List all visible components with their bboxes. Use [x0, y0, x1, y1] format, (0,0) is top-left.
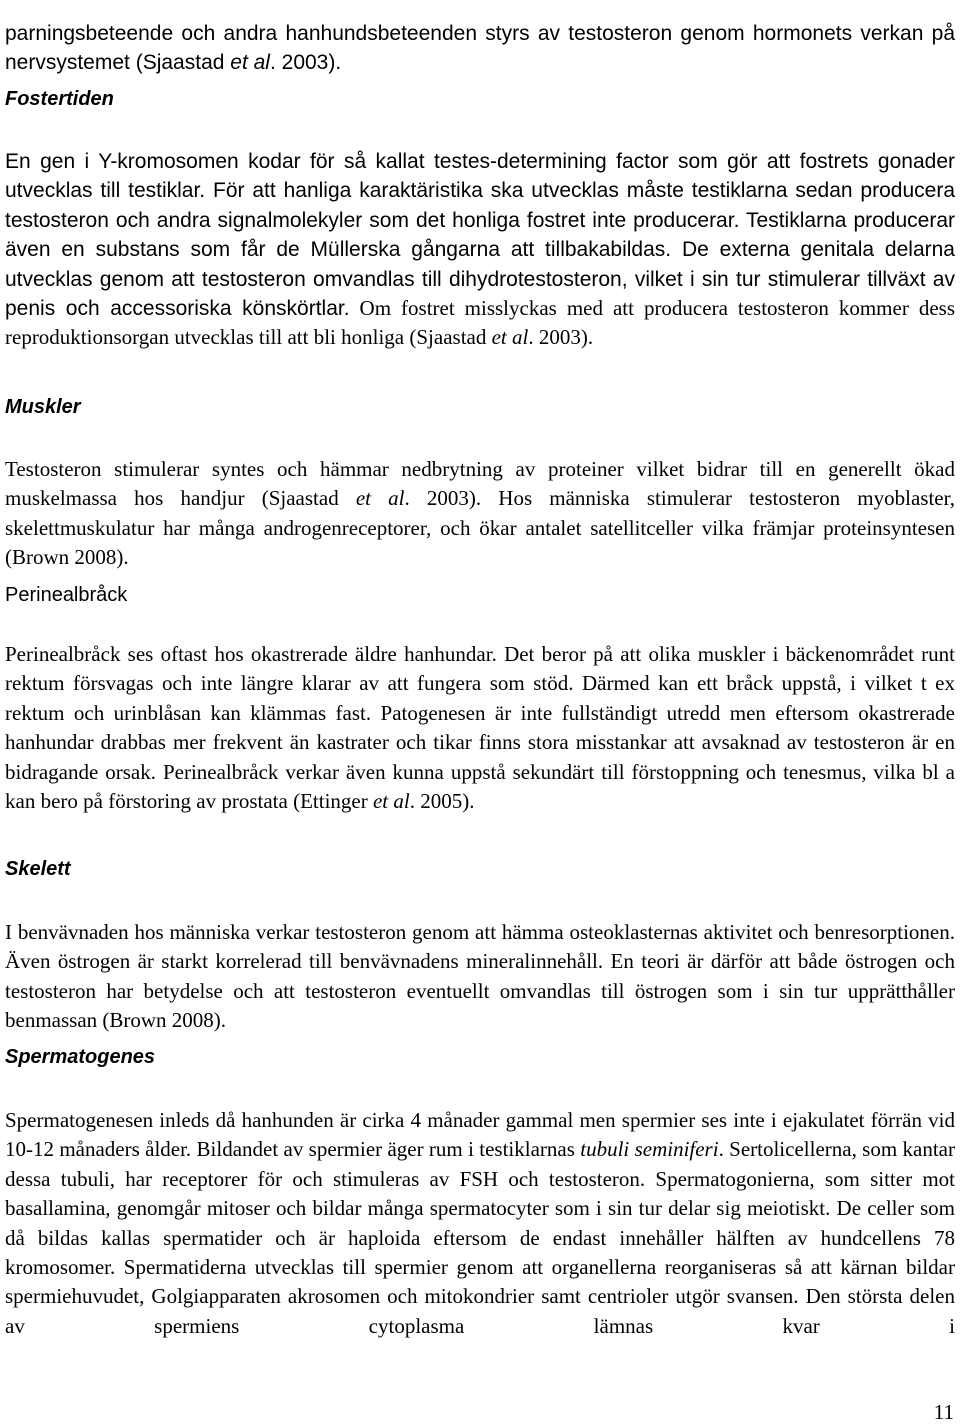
heading-fostertiden: Fostertiden [5, 88, 114, 110]
fostertiden-text-a: En gen i Y-kromosomen kodar för så kallat testes-determining factor som gör att fostrets gonader utvecklas till testiklar. [5, 150, 955, 203]
fostertiden-text-d: Om fostret misslyckas med att producera testosteron kommer dess reproduktionsorgan utvecklas till att bli honliga (Sjaastad [5, 296, 955, 350]
perinealbrack-text-end: . 2005). [409, 789, 475, 814]
perinealbrack-text-a: Perinealbråck ses oftast hos okastrerade äldre hanhundar. Det beror på att olika muskler i bäckenområdet runt rektum försvagas och inte längre klarar av att fungera som stöd. Därmed kan ett bråck uppstå, i vilket t ex rektum och urinblåsan kan klämmas fast. Patogenesen är inte fullständigt utredd men eftersom okastrerade hanhundar drabbas mer frekvent än kastrater och tikar finns stora misstankar att avsaknad av testosteron är en bidragande orsak. Perinealbråck verkar även kunna uppstå sekundärt till förstoppning och tenesmus, vilka bl a kan bero på förstoring av prostata (Ettinger [5, 642, 955, 814]
fostertiden-et-al: et al [491, 325, 529, 350]
skelett-text: I benvävnaden hos människa verkar testosteron genom att hämma osteoklasternas aktivitet och benresorptionen. Även östrogen är starkt korrelerad till benvävnadens mineralinnehåll. En teori är därför att både östrogen och testosteron har betydelse och att testosteron eventuellt omvandlas till östrogen som i sin tur upprätthåller benmassan (Brown 2008). [5, 920, 955, 1033]
muskler-text-a: Testosteron stimulerar syntes och hämmar nedbrytning av proteiner vilket bidrar till en generellt ökad muskelmassa hos handjur (Sjaastad [5, 457, 955, 511]
fostertiden-paragraph [5, 147, 955, 353]
intro-citation-end: . 2003). [269, 51, 342, 75]
fostertiden-text-b: För att hanliga karaktäristika ska utvecklas måste testiklarna sedan producera testosteron och andra signalmolekyler som det honliga fostret inte producerar. Testiklarna producerar även en substans som får de Müllerska gångarna att tillbakabildas. [5, 179, 955, 262]
heading-muskler: Muskler [5, 396, 81, 418]
muskler-paragraph [5, 455, 955, 573]
intro-paragraph [5, 19, 955, 78]
fostertiden-citation-end: . 2003). [528, 325, 594, 350]
muskler-text-end: . 2003). Hos människa stimulerar testosteron myoblaster, skelettmuskulatur har många androgenreceptorer, och ökar antalet satellitceller vilka främjar proteinsyntesen (Brown 2008). [5, 486, 956, 570]
fostertiden-text-c: De externa genitala delarna utvecklas genom att testosteron omvandlas till dihydrotestosteron, vilket i sin tur stimulerar tillväxt av penis och accessoriska könskörtlar. [5, 238, 955, 321]
heading-perinealbrack: Perinealbråck [5, 584, 128, 606]
perinealbrack-paragraph [5, 640, 955, 816]
intro-et-al: et al [230, 51, 270, 75]
skelett-paragraph [5, 918, 955, 1036]
heading-spermatogenes: Spermatogenes [5, 1046, 156, 1068]
intro-text: parningsbeteende och andra hanhundsbeteenden styrs av testosteron genom hormonets verkan på nervsystemet (Sjaastad [5, 22, 955, 75]
spermatogenes-tubuli: tubuli seminiferi [580, 1137, 719, 1162]
muskler-et-al: et al [355, 486, 405, 511]
page-number: 11 [933, 1400, 954, 1424]
perinealbrack-et-al: et al [372, 789, 410, 814]
heading-skelett: Skelett [5, 858, 71, 880]
spermatogenes-text-end: . Sertolicellerna, som kantar dessa tubuli, har receptorer för och stimuleras av FSH och testosteron. Spermatogonierna, som sitter mot basallamina, genomgår mitoser och bildar många spermatocyter som i sin tur delar sig meiotiskt. De celler som då bildas kallas spermatider och är haploida eftersom de endast innehåller hälften av hundcellens 78 kromosomer. Spermatiderna utvecklas till spermier genom att organellerna reorganiseras så att kärnan bildar spermiehuvudet, Golgiapparaten akrosomen och mitokondrier samt centrioler utgör svansen. Den största delen av spermiens cytoplasma lämnas kvar i [5, 1137, 955, 1338]
spermatogenes-text-a: Spermatogenesen inleds då hanhunden är cirka 4 månader gammal men spermier ses inte i ejakulatet förrän vid 10-12 månaders ålder. Bildandet av spermier äger rum i testiklarnas [5, 1108, 955, 1162]
spermatogenes-paragraph [5, 1106, 955, 1341]
